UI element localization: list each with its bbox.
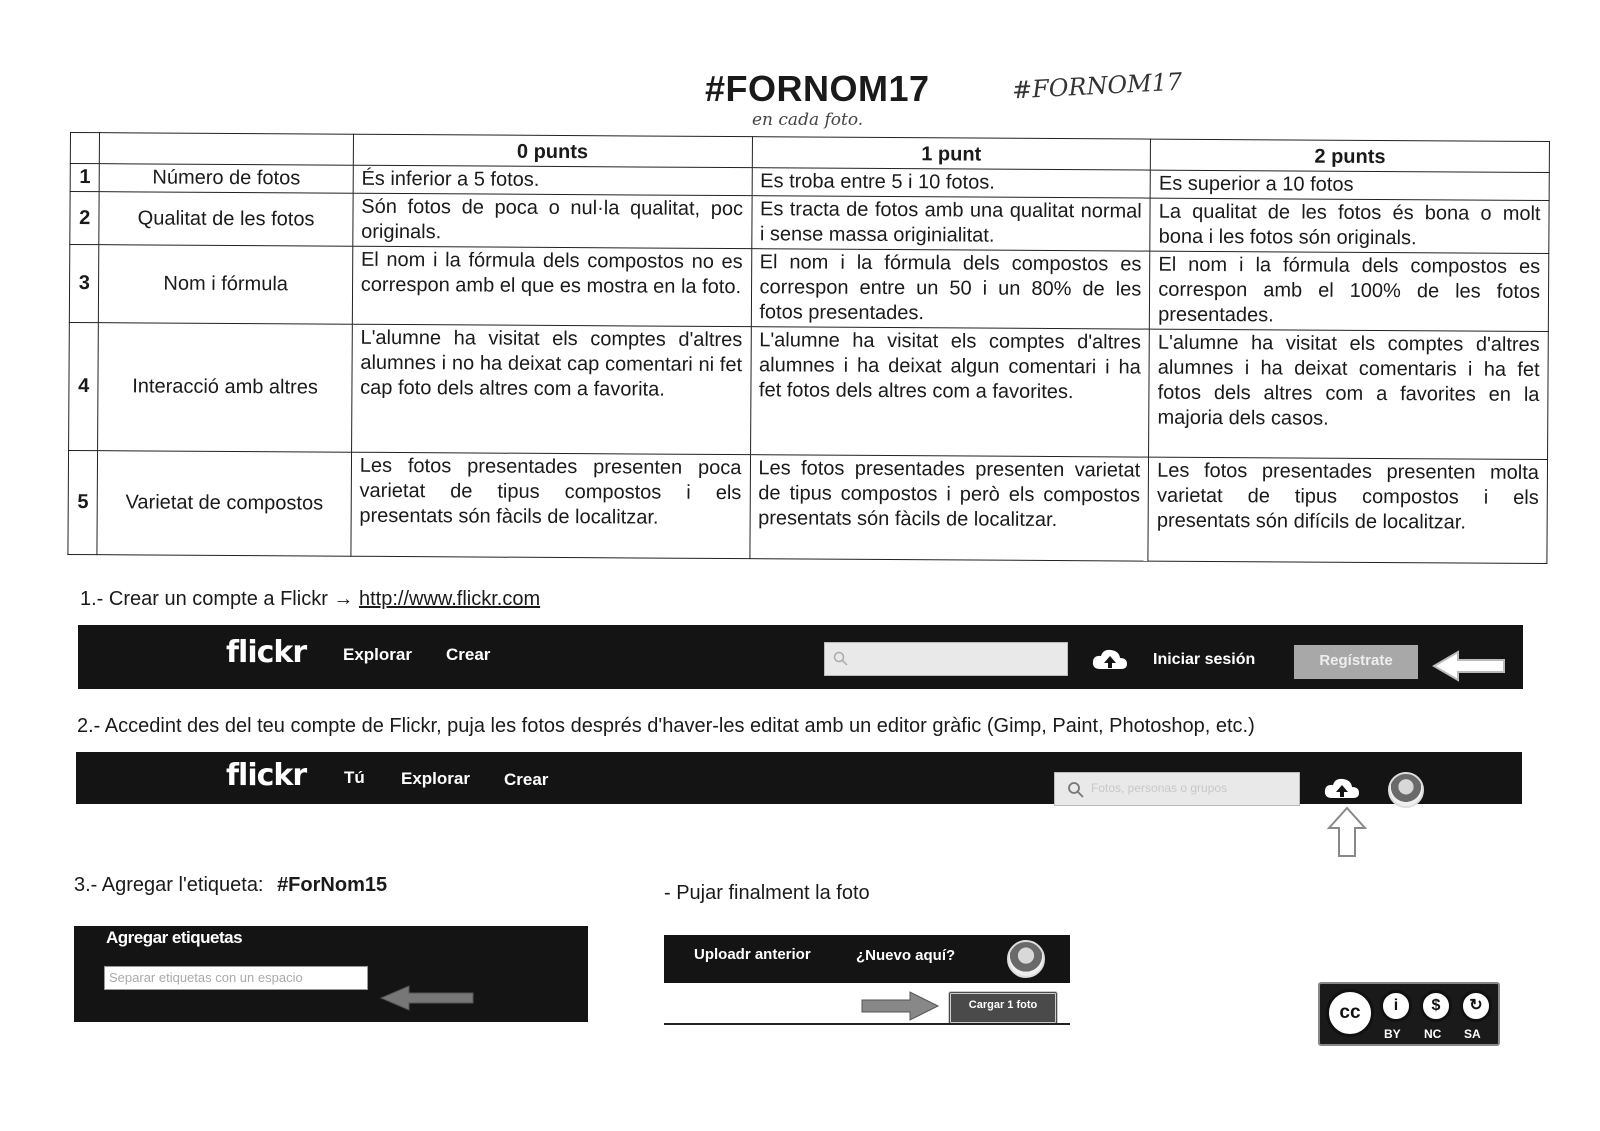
step-2: 2.- Accedint des del teu compte de Flickr, puja les fotos després d'haver-les editat amb un editor gràfic (Gimp, Paint, Photoshop, etc.) [77,715,1255,737]
page-title: #FORNOM17 [705,68,930,109]
table-row [70,192,1549,254]
criterion: Nom i fórmula [99,245,353,325]
table-cell: És inferior a 5 fotos. [353,165,752,195]
tags-panel [74,926,588,1022]
step-1-text: 1.- Crear un compte a Flickr → [80,588,354,610]
upload-panel [664,935,1070,983]
step-3-text: 3.- Agregar l'etiqueta: [74,874,264,896]
search-input[interactable] [1054,772,1300,806]
table-cell: L'alumne ha visitat els comptes d'altres alumnes i ha deixat algun comentari i ha fet fotos dels altres com a favorites. [750,327,1150,457]
handwritten-note: en cada foto. [752,110,864,130]
new-here-link[interactable]: ¿Nuevo aquí? [856,947,956,964]
uploadr-link[interactable]: Uploadr anterior [694,946,811,963]
table-row [69,245,1548,332]
flickr-link[interactable]: http://www.flickr.com [358,588,541,610]
criterion: Qualitat de les fotos [99,192,353,247]
table-cell: Es tracta de fotos amb una qualitat normal i sense massa originialitat. [751,196,1150,251]
cc-license-badge [1318,982,1500,1046]
row-number: 3 [69,245,99,323]
table-cell: Són fotos de poca o nul·la qualitat, poc originals. [353,193,752,248]
row-number: 5 [68,450,98,554]
sa-icon: ↻ [1460,990,1492,1022]
rubric-table [67,132,1550,564]
table-cell: L'alumne ha visitat els comptes d'altres alumnes i no ha deixat cap comentari ni fet cap foto dels altres com a favorita. [351,324,751,454]
tag-label: #ForNom15 [277,874,388,896]
criterion: Varietat de compostos [97,451,351,557]
column-header: 0 punts [353,134,752,167]
avatar[interactable] [1007,940,1045,978]
flickr-navbar-loggedin [76,752,1522,804]
table-cell: La qualitat de les fotos és bona o molt bona i les fotos són originals. [1150,198,1549,253]
search-icon [1067,781,1085,799]
nav-crear[interactable]: Crear [446,645,491,664]
nc-icon: $ [1420,990,1452,1022]
row-number: 1 [70,164,100,192]
header-empty-cell [100,133,353,166]
step-1 [80,588,540,611]
column-header: 2 punts [1151,139,1550,172]
flickr-logo[interactable]: flickr [226,758,307,793]
upload-cloud-icon[interactable] [1324,776,1360,800]
table-row [68,450,1548,563]
handwritten-title: #FORNOM17 [1011,67,1183,105]
flickr-navbar-loggedout [78,625,1523,689]
upload-photo-button[interactable]: Cargar 1 foto [948,991,1058,1025]
nav-explorar[interactable]: Explorar [343,645,412,664]
search-icon [833,651,849,667]
header-empty-cell [70,133,100,164]
nav-explorar[interactable]: Explorar [401,769,470,788]
sa-label: SA [1464,1027,1481,1041]
criterion: Número de fotos [100,164,353,194]
table-cell: El nom i la fórmula dels compostos no es correspon amb el que es mostra en la foto. [352,246,751,326]
table-cell: Les fotos presentades presenten molta varietat de tipus compostos i els presentats són difícils de localitzar. [1148,457,1547,563]
step-3 [74,874,387,897]
nav-tu[interactable]: Tú [344,768,365,787]
arrow-left-icon [1432,649,1506,683]
table-cell: El nom i la fórmula dels compostos es correspon entre un 50 i un 80% de les fotos presentades. [751,249,1150,329]
login-link[interactable]: Iniciar sesión [1153,651,1256,668]
arrow-up-icon [1327,806,1367,858]
table-cell: L'alumne ha visitat els comptes d'altres alumnes i ha deixat comentaris i ha fet fotos dels altres com a favorites en la majoria dels casos. [1149,329,1549,459]
step-4: - Pujar finalment la foto [664,882,870,904]
register-button[interactable]: Regístrate [1294,645,1418,679]
search-placeholder: Fotos, personas o grupos [1091,781,1228,795]
table-cell: Es troba entre 5 i 10 fotos. [752,168,1151,198]
row-number: 4 [69,322,99,450]
column-header: 1 punt [752,137,1151,170]
arrow-left-icon [379,984,475,1012]
nc-label: NC [1424,1027,1442,1041]
avatar[interactable] [1388,772,1424,808]
arrow-right-icon [860,990,940,1022]
flickr-logo[interactable]: flickr [226,635,307,670]
by-label: BY [1384,1027,1401,1041]
by-icon: i [1380,990,1412,1022]
search-input[interactable] [824,642,1068,676]
divider [664,1023,1070,1025]
criterion: Interacció amb altres [98,323,352,453]
tags-panel-title: Agregar etiquetas [106,928,243,947]
upload-cloud-icon[interactable] [1092,647,1128,671]
tags-input[interactable]: Separar etiquetas con un espacio [104,966,368,990]
table-cell: Les fotos presentades presenten poca varietat de tipus compostos i els presentats són fàcils de localitzar. [351,452,750,558]
nav-crear[interactable]: Crear [504,770,549,789]
table-cell: Les fotos presentades presenten varietat de tipus compostos i però els compostos presentats són fàcils de localitzar. [749,455,1148,561]
table-cell: Es superior a 10 fotos [1150,170,1549,200]
table-row [69,322,1549,459]
table-cell: El nom i la fórmula dels compostos es correspon amb el 100% de les fotos presentades. [1150,251,1549,331]
row-number: 2 [70,192,100,245]
cc-icon: cc [1326,989,1374,1037]
